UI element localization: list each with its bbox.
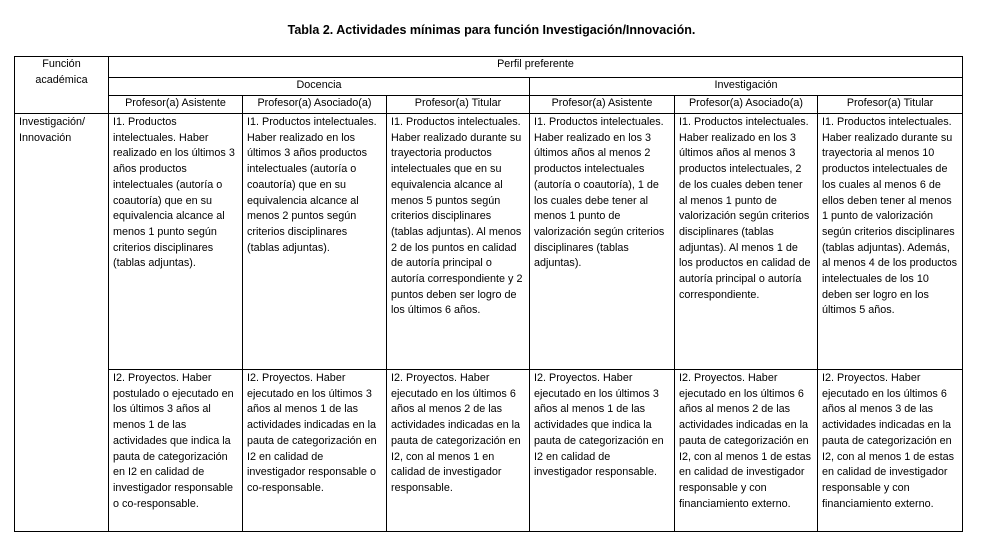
table-cell: I2. Proyectos. Haber postulado o ejecutado en los últimos 3 años al menos 1 de las actividades que indica la pauta de categorización en I2 en calidad de investigador responsable o co-responsable. — [109, 370, 243, 532]
row-label-investigacion-innovacion: Investigación/ Innovación — [15, 114, 109, 532]
table-cell: I1. Productos intelectuales. Haber realizado durante su trayectoria productos intelectuales que en su equivalencia alcance al menos 5 puntos según criterios disciplinares (tablas adjuntas). Al menos 2 de los puntos en calidad de autoría principal o autoría correspondiente y 2 puntos deben ser logro de los últimos 6 años. — [387, 114, 530, 370]
group-header-investigacion: Investigación — [530, 78, 963, 96]
table-cell: I1. Productos intelectuales. Haber realizado en los 3 últimos años al menos 3 productos intelectuales, 2 de los cuales deben tener al menos 1 punto de valorización según criterios disciplinares (tablas adjuntas). Al menos 1 de los productos en calidad de autoría principal o autoría correspondiente. — [675, 114, 818, 370]
column-header: Profesor(a) Asociado(a) — [675, 96, 818, 114]
column-header: Profesor(a) Asociado(a) — [243, 96, 387, 114]
funcion-academica-header: Función académica — [15, 57, 109, 114]
table-cell: I1. Productos intelectuales. Haber realizado en los 3 últimos años al menos 2 productos intelectuales (autoría o coautoría), 1 de los cuales debe tener al menos 1 punto de valorización según criterios disciplinares (tablas adjuntas). — [530, 114, 675, 370]
column-header: Profesor(a) Asistente — [109, 96, 243, 114]
column-header: Profesor(a) Titular — [818, 96, 963, 114]
column-header: Profesor(a) Titular — [387, 96, 530, 114]
table-cell: I1. Productos intelectuales. Haber realizado en los últimos 3 años productos intelectuales (autoría o coautoría) que en su equivalencia alcance al menos 1 punto según criterios disciplinares (tablas adjuntas). — [109, 114, 243, 370]
activities-table — [14, 56, 963, 532]
table-cell: I1. Productos intelectuales. Haber realizado durante su trayectoria al menos 10 productos intelectuales de los cuales al menos 6 de ellos deben tener al menos 1 punto de valorización según criterios disciplinares (tablas adjuntas). Además, al menos 4 de los productos intelectuales de los 10 deben ser logro en los últimos 5 años. — [818, 114, 963, 370]
column-header: Profesor(a) Asistente — [530, 96, 675, 114]
table-cell: I2. Proyectos. Haber ejecutado en los últimos 6 años al menos 3 de las actividades indicadas en la pauta de categorización en I2, con al menos 1 de estas en calidad de investigador responsable y con financiamiento externo. — [818, 370, 963, 532]
table-cell: I2. Proyectos. Haber ejecutado en los últimos 3 años al menos 1 de las actividades indicadas en la pauta de categorización en I2 en calidad de investigador responsable o co-responsable. — [243, 370, 387, 532]
perfil-preferente-header: Perfil preferente — [109, 57, 963, 78]
table-cell: I2. Proyectos. Haber ejecutado en los últimos 3 años al menos 1 de las actividades que indica la pauta de categorización en I2 en calidad de investigador responsable. — [530, 370, 675, 532]
table-cell: I1. Productos intelectuales. Haber realizado en los últimos 3 años productos intelectuales (autoría o coautoría) que en su equivalencia alcance al menos 2 puntos según criterios disciplinares (tablas adjuntas). — [243, 114, 387, 370]
table-cell: I2. Proyectos. Haber ejecutado en los últimos 6 años al menos 2 de las actividades indicadas en la pauta de categorización en I2, con al menos 1 de estas en calidad de investigador responsable y con financiamiento externo. — [675, 370, 818, 532]
table-caption: Tabla 2. Actividades mínimas para función Investigación/Innovación. — [287, 23, 696, 37]
table-row — [15, 114, 963, 370]
group-header-docencia: Docencia — [109, 78, 530, 96]
table-row — [15, 370, 963, 532]
table-cell: I2. Proyectos. Haber ejecutado en los últimos 6 años al menos 2 de las actividades indicadas en la pauta de categorización en I2, con al menos 1 en calidad de investigador responsable. — [387, 370, 530, 532]
